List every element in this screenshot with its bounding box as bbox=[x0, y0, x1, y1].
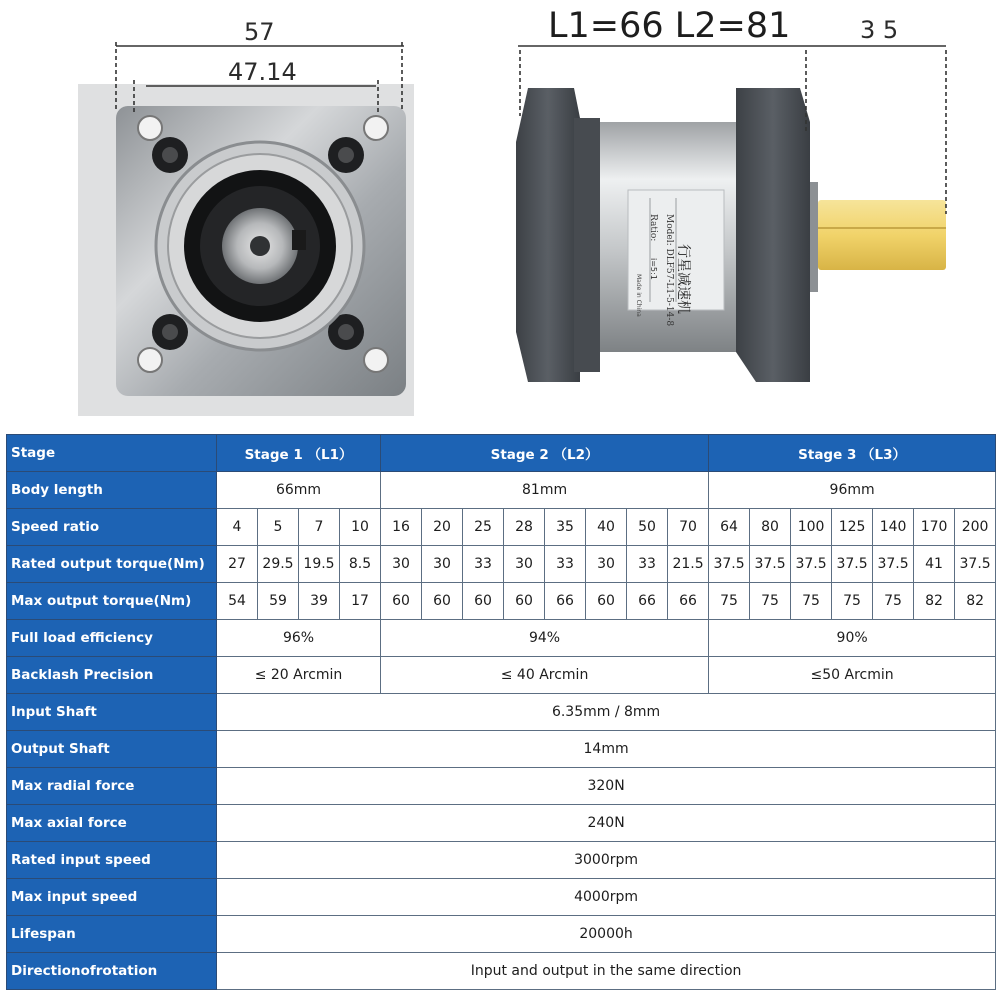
speed-ratio-cell: 170 bbox=[914, 509, 955, 546]
rated-torque-cell: 30 bbox=[422, 546, 463, 583]
row-common bbox=[7, 694, 996, 731]
speed-ratio-cell: 140 bbox=[873, 509, 914, 546]
common-row-value: 4000rpm bbox=[217, 879, 996, 916]
speed-ratio-cell: 100 bbox=[791, 509, 832, 546]
common-row-label: Output Shaft bbox=[7, 731, 217, 768]
speed-ratio-label: Speed ratio bbox=[7, 509, 217, 546]
body-length-label: Body length bbox=[7, 472, 217, 509]
speed-ratio-cell: 4 bbox=[217, 509, 258, 546]
speed-ratio-cell: 28 bbox=[504, 509, 545, 546]
stage-header: Stage 1 （L1） bbox=[217, 435, 381, 472]
speed-ratio-cell: 200 bbox=[955, 509, 996, 546]
speed-ratio-cell: 50 bbox=[627, 509, 668, 546]
common-row-value: 240N bbox=[217, 805, 996, 842]
speed-ratio-cell: 25 bbox=[463, 509, 504, 546]
rated-torque-cell: 37.5 bbox=[750, 546, 791, 583]
backlash-value: ≤ 20 Arcmin bbox=[217, 657, 381, 694]
product-photos bbox=[0, 0, 1000, 432]
speed-ratio-cell: 5 bbox=[258, 509, 299, 546]
rated-torque-cell: 37.5 bbox=[873, 546, 914, 583]
stage-header: Stage 3 （L3） bbox=[709, 435, 996, 472]
rated-torque-label: Rated output torque(Nm) bbox=[7, 546, 217, 583]
max-torque-cell: 60 bbox=[422, 583, 463, 620]
max-torque-cell: 54 bbox=[217, 583, 258, 620]
label-made-in: Made in China bbox=[635, 274, 642, 317]
common-row-label: Max axial force bbox=[7, 805, 217, 842]
speed-ratio-cell: 125 bbox=[832, 509, 873, 546]
row-speed-ratio bbox=[7, 509, 996, 546]
label-ratio-text: Ratio: bbox=[648, 214, 658, 242]
max-torque-cell: 75 bbox=[873, 583, 914, 620]
speed-ratio-cell: 7 bbox=[299, 509, 340, 546]
body-length-value: 66mm bbox=[217, 472, 381, 509]
rated-torque-cell: 30 bbox=[586, 546, 627, 583]
rated-torque-cell: 21.5 bbox=[668, 546, 709, 583]
stage-label: Stage bbox=[7, 435, 217, 472]
spec-table bbox=[6, 434, 996, 990]
speed-ratio-cell: 80 bbox=[750, 509, 791, 546]
rated-torque-cell: 30 bbox=[504, 546, 545, 583]
row-stage bbox=[7, 435, 996, 472]
speed-ratio-cell: 64 bbox=[709, 509, 750, 546]
rated-torque-cell: 33 bbox=[463, 546, 504, 583]
max-torque-cell: 66 bbox=[545, 583, 586, 620]
common-row-value: Input and output in the same direction bbox=[217, 953, 996, 990]
max-torque-cell: 39 bbox=[299, 583, 340, 620]
backlash-value: ≤50 Arcmin bbox=[709, 657, 996, 694]
efficiency-label: Full load efficiency bbox=[7, 620, 217, 657]
rated-torque-cell: 37.5 bbox=[709, 546, 750, 583]
max-torque-cell: 59 bbox=[258, 583, 299, 620]
rated-torque-cell: 29.5 bbox=[258, 546, 299, 583]
body-length-value: 81mm bbox=[381, 472, 709, 509]
max-torque-cell: 60 bbox=[463, 583, 504, 620]
common-row-value: 320N bbox=[217, 768, 996, 805]
row-efficiency bbox=[7, 620, 996, 657]
common-row-label: Lifespan bbox=[7, 916, 217, 953]
efficiency-value: 96% bbox=[217, 620, 381, 657]
common-row-label: Max input speed bbox=[7, 879, 217, 916]
common-row-label: Input Shaft bbox=[7, 694, 217, 731]
rated-torque-cell: 8.5 bbox=[340, 546, 381, 583]
common-row-value: 3000rpm bbox=[217, 842, 996, 879]
shaft-length-label: 3 5 bbox=[860, 16, 899, 44]
row-common bbox=[7, 879, 996, 916]
row-backlash bbox=[7, 657, 996, 694]
backlash-value: ≤ 40 Arcmin bbox=[381, 657, 709, 694]
body-length-value: 96mm bbox=[709, 472, 996, 509]
rated-torque-cell: 37.5 bbox=[955, 546, 996, 583]
max-torque-cell: 17 bbox=[340, 583, 381, 620]
speed-ratio-cell: 16 bbox=[381, 509, 422, 546]
max-torque-cell: 75 bbox=[709, 583, 750, 620]
speed-ratio-cell: 35 bbox=[545, 509, 586, 546]
row-common bbox=[7, 842, 996, 879]
efficiency-value: 94% bbox=[381, 620, 709, 657]
rated-torque-cell: 33 bbox=[627, 546, 668, 583]
rated-torque-cell: 27 bbox=[217, 546, 258, 583]
max-torque-cell: 60 bbox=[381, 583, 422, 620]
speed-ratio-cell: 40 bbox=[586, 509, 627, 546]
label-chinese-name: 行星减速机 bbox=[675, 244, 691, 314]
label-model-text: Model: DLF57-L1-5-14-8 bbox=[664, 214, 674, 327]
stage-header: Stage 2 （L2） bbox=[381, 435, 709, 472]
speed-ratio-cell: 70 bbox=[668, 509, 709, 546]
row-body-length bbox=[7, 472, 996, 509]
max-torque-cell: 82 bbox=[955, 583, 996, 620]
common-row-label: Max radial force bbox=[7, 768, 217, 805]
max-torque-cell: 60 bbox=[504, 583, 545, 620]
length-label: L1=66 L2=81 bbox=[548, 6, 791, 46]
max-torque-cell: 66 bbox=[668, 583, 709, 620]
row-common bbox=[7, 953, 996, 990]
backlash-label: Backlash Precision bbox=[7, 657, 217, 694]
row-common bbox=[7, 768, 996, 805]
row-rated-torque bbox=[7, 546, 996, 583]
rated-torque-cell: 41 bbox=[914, 546, 955, 583]
rated-torque-cell: 33 bbox=[545, 546, 586, 583]
max-torque-cell: 75 bbox=[791, 583, 832, 620]
max-torque-label: Max output torque(Nm) bbox=[7, 583, 217, 620]
common-row-label: Directionofrotation bbox=[7, 953, 217, 990]
flange-width-label: 57 bbox=[244, 18, 275, 46]
rated-torque-cell: 37.5 bbox=[791, 546, 832, 583]
label-ratio-value: i=5:1 bbox=[649, 258, 658, 280]
max-torque-cell: 75 bbox=[750, 583, 791, 620]
speed-ratio-cell: 20 bbox=[422, 509, 463, 546]
max-torque-cell: 60 bbox=[586, 583, 627, 620]
max-torque-cell: 66 bbox=[627, 583, 668, 620]
common-row-value: 20000h bbox=[217, 916, 996, 953]
common-row-value: 14mm bbox=[217, 731, 996, 768]
common-row-value: 6.35mm / 8mm bbox=[217, 694, 996, 731]
efficiency-value: 90% bbox=[709, 620, 996, 657]
common-row-label: Rated input speed bbox=[7, 842, 217, 879]
row-common bbox=[7, 731, 996, 768]
bolt-pitch-label: 47.14 bbox=[228, 58, 297, 86]
rated-torque-cell: 37.5 bbox=[832, 546, 873, 583]
row-common bbox=[7, 805, 996, 842]
speed-ratio-cell: 10 bbox=[340, 509, 381, 546]
rated-torque-cell: 30 bbox=[381, 546, 422, 583]
dimension-lines bbox=[0, 0, 1000, 432]
row-max-torque bbox=[7, 583, 996, 620]
max-torque-cell: 75 bbox=[832, 583, 873, 620]
max-torque-cell: 82 bbox=[914, 583, 955, 620]
row-common bbox=[7, 916, 996, 953]
rated-torque-cell: 19.5 bbox=[299, 546, 340, 583]
